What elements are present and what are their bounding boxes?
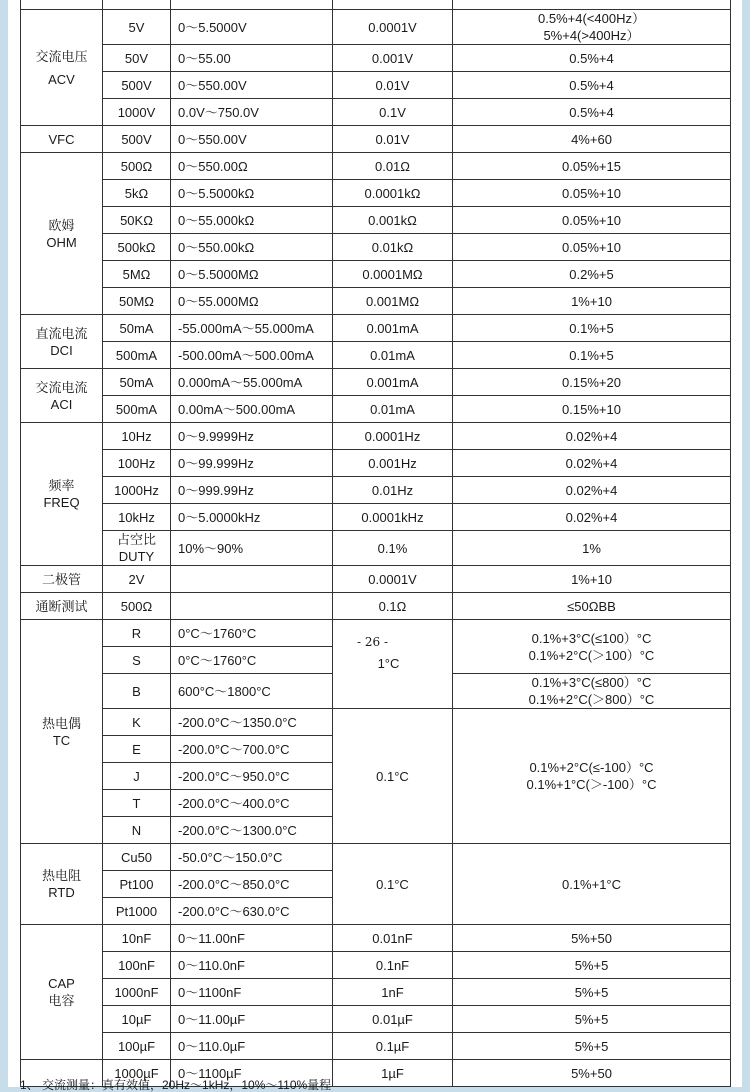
cell-range: 500V	[103, 126, 171, 153]
cell-span: 0～110.0µF	[171, 1033, 333, 1060]
cell-span: 0～550.00Ω	[171, 153, 333, 180]
cell-resolution: 0.01nF	[333, 925, 453, 952]
cell-range: 50KΩ	[103, 207, 171, 234]
table-row	[21, 531, 731, 566]
cell-span: -55.000mA～55.000mA	[171, 315, 333, 342]
cell-type: R	[103, 620, 171, 647]
cell-resolution: 0.0001kΩ	[333, 180, 453, 207]
cell-resolution: 0.001kΩ	[333, 207, 453, 234]
cell-range: 500kΩ	[103, 234, 171, 261]
cell-resolution: 0.001V	[333, 45, 453, 72]
table-row	[21, 288, 731, 315]
cell-range: 50mA	[103, 369, 171, 396]
cell-span: 0～11.00nF	[171, 925, 333, 952]
cell-span: -200.0°C～630.0°C	[171, 898, 333, 925]
cell-span: -200.0°C～1300.0°C	[171, 817, 333, 844]
cell-resolution: - 26 - 1°C	[333, 620, 453, 709]
cell-accuracy: 5%+50	[453, 1060, 731, 1087]
cell-resolution: 0.001mA	[333, 369, 453, 396]
cell-type: E	[103, 736, 171, 763]
cell-accuracy: 1%+10	[453, 566, 731, 593]
cell-range: 1000µF	[103, 1060, 171, 1087]
table-row	[21, 153, 731, 180]
cell-span: 0～1100nF	[171, 979, 333, 1006]
table-row	[21, 450, 731, 477]
table-row	[21, 1006, 731, 1033]
table-row	[21, 99, 731, 126]
group-continuity-label: 通断测试	[21, 593, 103, 620]
spec-page	[8, 0, 742, 1092]
cell-accuracy: 5%+5	[453, 1006, 731, 1033]
cell-span: 0°C～1760°C	[171, 647, 333, 674]
cell-span: 0～55.00	[171, 45, 333, 72]
cell-accuracy: 0.15%+10	[453, 396, 731, 423]
cell-accuracy: 0.5%+4	[453, 99, 731, 126]
cell-resolution: 1µF	[333, 1060, 453, 1087]
cell-span: 0～1100µF	[171, 1060, 333, 1087]
cell-span	[171, 566, 333, 593]
cell-range: 1000V	[103, 99, 171, 126]
cell-accuracy: 0.1%+3°C(≤800）°C 0.1%+2°C(＞800）°C	[453, 674, 731, 709]
cell-accuracy: 0.02%+4	[453, 504, 731, 531]
cell-span	[171, 593, 333, 620]
cell-span: 0～5.0000kHz	[171, 504, 333, 531]
page-mark: - 26 -	[356, 635, 388, 649]
cell-range: 500V	[103, 72, 171, 99]
footnote: 1、 交流测量：真有效值，20Hz～1kHz，10%～110%量程	[20, 1078, 332, 1092]
cell-accuracy: 0.1%+2°C(≤-100）°C 0.1%+1°C(＞-100）°C	[453, 709, 731, 844]
table-row	[21, 925, 731, 952]
cell-resolution: 0.001Hz	[333, 450, 453, 477]
cell-resolution: 0.1Ω	[333, 593, 453, 620]
cell-resolution: 0.0001V	[333, 10, 453, 45]
cell-span: 600°C～1800°C	[171, 674, 333, 709]
cell-resolution: 1nF	[333, 979, 453, 1006]
cell-span: 0～999.99Hz	[171, 477, 333, 504]
cell-span: -50.0°C～150.0°C	[171, 844, 333, 871]
table-row	[21, 1033, 731, 1060]
group-freq-label: 频率 FREQ	[21, 423, 103, 566]
table-row	[21, 234, 731, 261]
cell-type: N	[103, 817, 171, 844]
spec-table	[20, 0, 731, 1087]
cell-span: 0.0V～750.0V	[171, 99, 333, 126]
cell-accuracy: 0.05%+10	[453, 207, 731, 234]
cell-accuracy: 0.1%+5	[453, 342, 731, 369]
cell-range: 500Ω	[103, 593, 171, 620]
cell-resolution: 0.1°C	[333, 844, 453, 925]
cell-resolution: 0.0001Hz	[333, 423, 453, 450]
cell-range: 500mA	[103, 396, 171, 423]
cell-span: -200.0°C～1350.0°C	[171, 709, 333, 736]
cell-type: S	[103, 647, 171, 674]
group-acv-label: 交流电压 ACV	[21, 10, 103, 126]
cell-span: 0～55.000MΩ	[171, 288, 333, 315]
cell-accuracy: 5%+5	[453, 952, 731, 979]
cell-resolution: 0.01mA	[333, 342, 453, 369]
table-row	[21, 396, 731, 423]
table-row	[21, 342, 731, 369]
cell-resolution: 0.0001kHz	[333, 504, 453, 531]
cell-span: -200.0°C～400.0°C	[171, 790, 333, 817]
cell-accuracy: 0.02%+4	[453, 450, 731, 477]
cell-span: 0～550.00V	[171, 126, 333, 153]
cell-range: 100µF	[103, 1033, 171, 1060]
cell-accuracy: ≤50ΩBB	[453, 593, 731, 620]
group-rtd-label: 热电阻 RTD	[21, 844, 103, 925]
cell-range: 10µF	[103, 1006, 171, 1033]
cell-accuracy: 0.02%+4	[453, 423, 731, 450]
cell-range: 1000nF	[103, 979, 171, 1006]
cell-accuracy: 4%+60	[453, 126, 731, 153]
table-row	[21, 593, 731, 620]
group-dci-label: 直流电流 DCI	[21, 315, 103, 369]
cell-resolution: 0.1nF	[333, 952, 453, 979]
group-diode-label: 二极管	[21, 566, 103, 593]
group-vfc-label: VFC	[21, 126, 103, 153]
cell-resolution: 0.01V	[333, 72, 453, 99]
cell-resolution: 0.1°C	[333, 709, 453, 844]
cell-accuracy: 0.5%+4	[453, 45, 731, 72]
table-row	[21, 72, 731, 99]
cell-span: 0～5.5000MΩ	[171, 261, 333, 288]
cell-range: 1000Hz	[103, 477, 171, 504]
group-cap-label: CAP 电容	[21, 925, 103, 1060]
group-aci-label: 交流电流 ACI	[21, 369, 103, 423]
cell-resolution: 0.001MΩ	[333, 288, 453, 315]
table-row	[21, 504, 731, 531]
table-row	[21, 566, 731, 593]
cell-resolution: 0.01V	[333, 126, 453, 153]
cell-range: 50mA	[103, 315, 171, 342]
cell-range: 50MΩ	[103, 288, 171, 315]
cell-span: -500.00mA～500.00mA	[171, 342, 333, 369]
cell-span: 10%～90%	[171, 531, 333, 566]
spec-table-frame	[20, 0, 731, 1087]
cell-range: 500Ω	[103, 153, 171, 180]
cell-range: 500mA	[103, 342, 171, 369]
cell-accuracy: 5%+5	[453, 979, 731, 1006]
cell-accuracy	[569, 0, 613, 2]
cell-range: 10Hz	[103, 423, 171, 450]
table-row	[21, 620, 731, 647]
cell-accuracy: 0.2%+5	[453, 261, 731, 288]
cell-type: B	[103, 674, 171, 709]
cell-range: 100Hz	[103, 450, 171, 477]
cell-accuracy: 0.1%+1°C	[453, 844, 731, 925]
cell-span: -200.0°C～700.0°C	[171, 736, 333, 763]
cell-accuracy: 0.5%+4(<400Hz） 5%+4(>400Hz）	[453, 10, 731, 45]
cell-span: 0～9.9999Hz	[171, 423, 333, 450]
cell-resolution: 0.01Ω	[333, 153, 453, 180]
cell-resolution: 0.0001MΩ	[333, 261, 453, 288]
cell-accuracy: 0.1%+3°C(≤100）°C 0.1%+2°C(＞100）°C	[453, 620, 731, 674]
cell-accuracy: 1%+10	[453, 288, 731, 315]
cell-range: 10nF	[103, 925, 171, 952]
cell-span: 0°C～1760°C	[171, 620, 333, 647]
cell-range: 5kΩ	[103, 180, 171, 207]
cell-type: Pt100	[103, 871, 171, 898]
table-row	[21, 979, 731, 1006]
table-row	[21, 709, 731, 736]
cell-range: 占空比 DUTY	[103, 531, 171, 566]
cell-range: 2V	[103, 566, 171, 593]
cell-accuracy: 0.1%+5	[453, 315, 731, 342]
cell-span: -200.0°C～950.0°C	[171, 763, 333, 790]
cell-resolution: 0.1%	[333, 531, 453, 566]
cell-resolution: 0.1µF	[333, 1033, 453, 1060]
cell-span: 0～110.0nF	[171, 952, 333, 979]
group-ohm-label: 欧姆 OHM	[21, 153, 103, 315]
group-tc-label: 热电偶 TC	[21, 620, 103, 844]
cell-range: 50V	[103, 45, 171, 72]
cell-span: 0～550.00V	[171, 72, 333, 99]
table-row	[21, 315, 731, 342]
table-row	[21, 180, 731, 207]
cell-type: T	[103, 790, 171, 817]
cell-resolution: 0.1V	[333, 99, 453, 126]
cell-accuracy: 5%+5	[453, 1033, 731, 1060]
cell-range: 10kHz	[103, 504, 171, 531]
cell-accuracy: 0.05%+15	[453, 153, 731, 180]
cell-type: K	[103, 709, 171, 736]
cell-resolution: 0.01µF	[333, 1006, 453, 1033]
table-row	[21, 369, 731, 396]
cell-span: 0～550.00kΩ	[171, 234, 333, 261]
table-row	[21, 261, 731, 288]
table-row	[21, 10, 731, 45]
table-row	[21, 423, 731, 450]
cell-resolution: 0.01kΩ	[333, 234, 453, 261]
cell-type: Cu50	[103, 844, 171, 871]
table-row	[21, 952, 731, 979]
cell-range: 5V	[103, 10, 171, 45]
cell-range: 5MΩ	[103, 261, 171, 288]
cell-accuracy: 0.05%+10	[453, 180, 731, 207]
cell-accuracy: 0.5%+4	[453, 72, 731, 99]
cell-span: 0～11.00µF	[171, 1006, 333, 1033]
cell-accuracy: 1%	[453, 531, 731, 566]
cell-resolution: 0.001mA	[333, 315, 453, 342]
table-row	[21, 126, 731, 153]
cell-accuracy: 5%+50	[453, 925, 731, 952]
cell-accuracy: 0.02%+4	[453, 477, 731, 504]
cell-span: 0.00mA～500.00mA	[171, 396, 333, 423]
cell-resolution: 0.0001V	[333, 566, 453, 593]
cell-range: 100nF	[103, 952, 171, 979]
table-row	[21, 477, 731, 504]
cell-span: 0.000mA～55.000mA	[171, 369, 333, 396]
table-row	[21, 45, 731, 72]
cell-accuracy: 0.05%+10	[453, 234, 731, 261]
cell-type: Pt1000	[103, 898, 171, 925]
cell-span: -200.0°C～850.0°C	[171, 871, 333, 898]
table-row	[21, 844, 731, 871]
table-row	[21, 207, 731, 234]
cell-accuracy: 0.15%+20	[453, 369, 731, 396]
cell-resolution: 0.01mA	[333, 396, 453, 423]
cell-resolution: 0.01Hz	[333, 477, 453, 504]
cell-span: 0～5.5000kΩ	[171, 180, 333, 207]
cell-span: 0～5.5000V	[171, 10, 333, 45]
cell-type: J	[103, 763, 171, 790]
cell-span: 0～99.999Hz	[171, 450, 333, 477]
cell-span: 0～55.000kΩ	[171, 207, 333, 234]
table-row	[21, 0, 731, 10]
